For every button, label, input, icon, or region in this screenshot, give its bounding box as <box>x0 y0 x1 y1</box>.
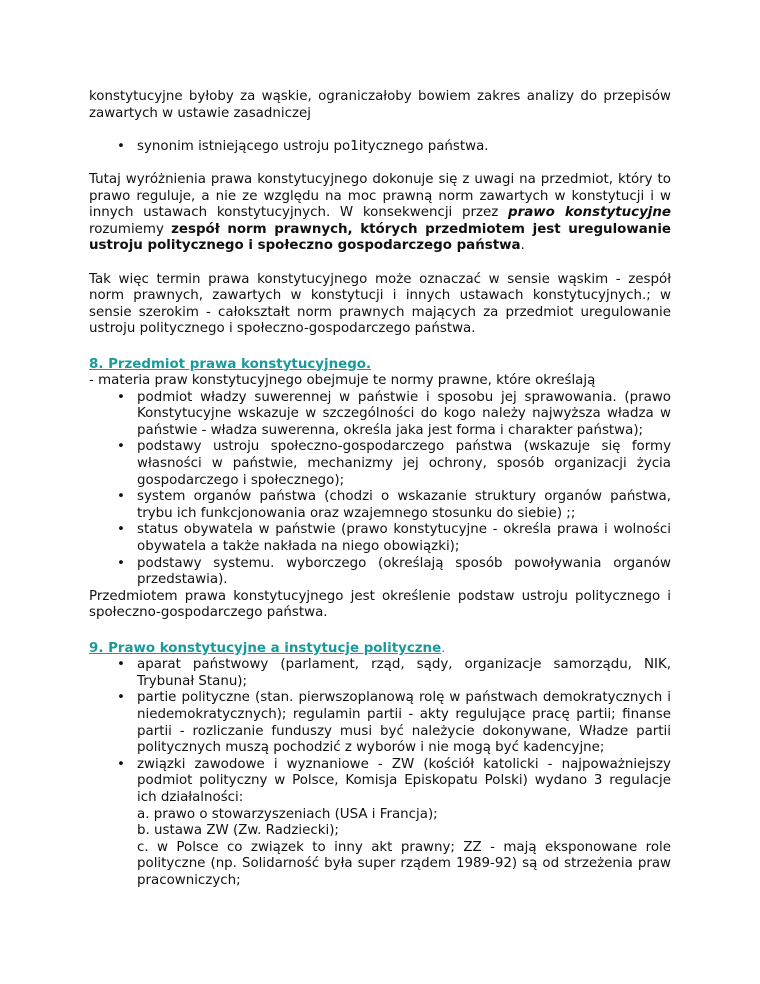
intro-paragraph-1: konstytucyjne byłoby za wąskie, ograniczałoby bowiem zakres analizy do przepisów zawartych w ustawie zasadniczej <box>89 89 671 121</box>
definition-bold: zespół norm prawnych, których przedmiotem jest uregulowanie ustroju politycznego i społeczno gospodarczego państwa <box>89 221 671 254</box>
section-9-list <box>89 657 671 889</box>
section-9-heading[interactable]: 9. Prawo konstytucyjne a instytucje polityczne <box>89 640 442 656</box>
intro-bullet-list <box>89 139 671 156</box>
sub-item: c. w Polsce co związek to inny akt prawny; ZZ - mają eksponowane role polityczne (np. Solidarność była super rządem 1989-92) są od strzeżenia praw pracowniczych; <box>137 839 671 888</box>
section-8-closing: Przedmiotem prawa konstytucyjnego jest określenie podstaw ustroju politycznego i społeczno-gospodarczego państwa. <box>89 588 671 621</box>
list-item: • partie polityczne (stan. pierwszoplanową rolę w państwach demokratycznych i niedemokratycznych); regulamin partii - akty regulujące pracę partii; finanse partii - rozliczanie funduszy musi być należycie dokonywane, Władze partii politycznych muszą pochodzić z wyborów i nie mogą być kadencyjne; <box>137 690 671 756</box>
intro-paragraph-3: Tak więc termin prawa konstytucyjnego może oznaczać w sensie wąskim - zespół norm prawnych, zawartych w konstytucji i innych ustawach konstytucyjnych.; w sensie szerokim - całokształt norm prawnych mających za przedmiot uregulowanie ustroju politycznego i społeczno-gospodarczego państwa. <box>89 271 671 337</box>
list-item: • podmiot władzy suwerennej w państwie i sposobu jej sprawowania. (prawo Konstytucyjne wskazuje w szczególności do kogo należy najwyższa władza w państwie - władza suwerenna, określa jaka jest forma i charakter państwa); <box>137 390 671 440</box>
document-page <box>89 89 671 890</box>
sub-item: a. prawo o stowarzyszeniach (USA i Francja); <box>137 806 438 822</box>
sub-item: b. ustawa ZW (Zw. Radziecki); <box>137 823 339 839</box>
list-item: • podstawy ustroju społeczno-gospodarczego państwa (wskazuje się formy własności w państwie, mechanizmy jej ochrony, sposób organizacji życia gospodarczego i społecznego); <box>137 439 671 489</box>
list-item-text: związki zawodowe i wyznaniowe - ZW (kościół katolicki - najpoważniejszy podmiot polityczny w Polsce, Komisja Episkopatu Polski) wydano 3 regulacje ich działalności: <box>137 756 671 805</box>
section-8-heading[interactable]: 8. Przedmiot prawa konstytucyjnego. <box>89 356 372 372</box>
heading-period: . <box>441 640 446 656</box>
list-item: • status obywatela w państwie (prawo konstytucyjne - określa prawa i wolności obywatela a także nakłada na niego obowiązki); <box>137 522 671 555</box>
list-item: • aparat państwowy (parlament, rząd, sądy, organizacje samorządu, NIK, Trybunał Stanu); <box>137 657 671 690</box>
list-item <box>137 757 671 890</box>
text: . <box>520 238 525 254</box>
list-item: • system organów państwa (chodzi o wskazanie struktury organów państwa, trybu ich funkcjonowania oraz wzajemnego stosunku do siebie) ;; <box>137 489 671 522</box>
text: Tutaj wyróżnienia prawa konstytucyjnego dokonuje się z uwagi na przedmiot, który to prawo reguluje, a nie ze względu na moc prawną norm zawartych w konstytucji i w innych ustawach konstytucyjnych. W konsekwencji przez <box>89 171 671 221</box>
section-8-lead: - materia praw konstytucyjnego obejmuje te normy prawne, które określają <box>89 373 596 389</box>
intro-paragraph-2 <box>89 172 671 255</box>
text: rozumiemy <box>89 221 172 237</box>
list-item: • podstawy systemu. wyborczego (określają sposób powoływania organów przedstawia). <box>137 556 671 589</box>
list-item: • synonim istniejącego ustroju po1itycznego państwa. <box>137 139 671 156</box>
section-8-list <box>89 390 671 589</box>
emphasis-term: prawo konstytucyjne <box>508 205 671 221</box>
